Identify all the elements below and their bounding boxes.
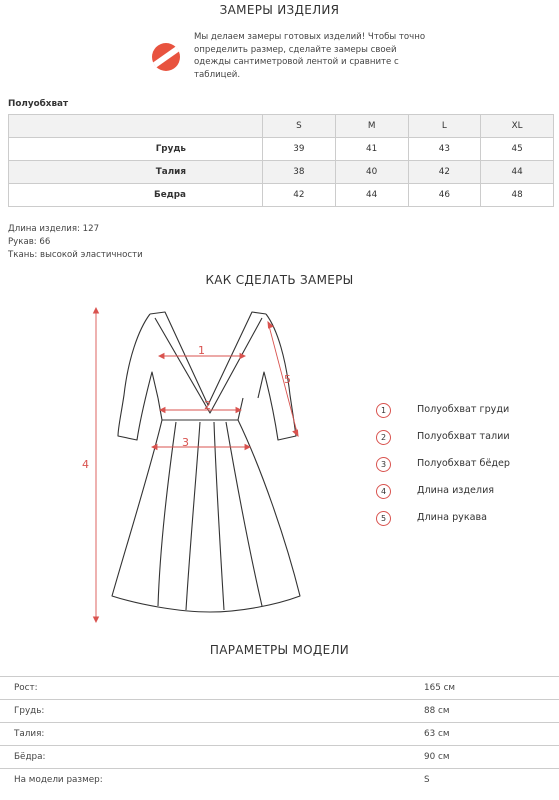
detail-sleeve: Рукав: 66	[8, 237, 51, 247]
size-col-header: M	[335, 115, 408, 138]
param-label: Грудь:	[0, 700, 410, 723]
legend-number: 1	[376, 403, 391, 418]
param-value: 90 см	[410, 746, 559, 769]
param-value: 88 см	[410, 700, 559, 723]
detail-fabric: Ткань: высокой эластичности	[8, 250, 143, 260]
table-row	[9, 161, 554, 184]
diagram-label-2: 2	[204, 399, 211, 412]
diagram-label-3: 3	[182, 436, 189, 449]
table-row	[9, 138, 554, 161]
detail-length: Длина изделия: 127	[8, 224, 100, 234]
legend-number: 4	[376, 484, 391, 499]
legend-text: Полуобхват груди	[417, 404, 510, 415]
legend-number: 3	[376, 457, 391, 472]
table-cell: 40	[335, 161, 408, 184]
table-cell: 43	[408, 138, 481, 161]
table-cell: 41	[335, 138, 408, 161]
param-value: S	[410, 769, 559, 792]
table-row	[0, 723, 559, 746]
param-value: 63 см	[410, 723, 559, 746]
param-label: Бёдра:	[0, 746, 410, 769]
param-label: На модели размер:	[0, 769, 410, 792]
model-title: ПАРАМЕТРЫ МОДЕЛИ	[209, 643, 350, 657]
table-cell: 38	[263, 161, 336, 184]
table-cell: 44	[335, 184, 408, 207]
page-title: ЗАМЕРЫ ИЗДЕЛИЯ	[219, 3, 340, 17]
param-value: 165 см	[410, 677, 559, 700]
legend-number: 2	[376, 430, 391, 445]
diagram-label-5: 5	[284, 373, 291, 386]
legend-text: Длина изделия	[417, 485, 495, 496]
model-params-table	[0, 676, 559, 791]
row-header: Грудь	[9, 138, 263, 161]
howto-title: КАК СДЕЛАТЬ ЗАМЕРЫ	[205, 273, 354, 287]
table-row	[9, 184, 554, 207]
table-cell: 42	[263, 184, 336, 207]
diagram-label-1: 1	[198, 344, 205, 357]
diagram-label-4: 4	[82, 458, 89, 471]
table-cell: 39	[263, 138, 336, 161]
size-col-header: L	[408, 115, 481, 138]
table-cell: 45	[481, 138, 554, 161]
table-row	[0, 700, 559, 723]
legend-text: Длина рукава	[417, 512, 488, 523]
param-label: Рост:	[0, 677, 410, 700]
size-col-header: S	[263, 115, 336, 138]
size-table-corner	[9, 115, 263, 138]
legend-number: 5	[376, 511, 391, 526]
row-header: Талия	[9, 161, 263, 184]
row-header: Бедра	[9, 184, 263, 207]
table-row	[0, 769, 559, 792]
table-row	[0, 746, 559, 769]
table-cell: 44	[481, 161, 554, 184]
table-cell: 42	[408, 161, 481, 184]
size-table	[8, 114, 554, 207]
dress-diagram	[0, 295, 330, 630]
legend-text: Полуобхват бёдер	[417, 458, 510, 469]
intro-text: Мы делаем замеры готовых изделий! Чтобы точно определить размер, сделайте замеры своей одежды сантиметровой лентой и сравните с таблицей.	[194, 32, 426, 80]
size-table-header-row	[9, 115, 554, 138]
table-cell: 46	[408, 184, 481, 207]
param-label: Талия:	[0, 723, 410, 746]
table-cell: 48	[481, 184, 554, 207]
size-col-header: XL	[481, 115, 554, 138]
legend-text: Полуобхват талии	[417, 431, 510, 442]
size-table-label: Полуобхват	[8, 99, 69, 109]
table-row	[0, 677, 559, 700]
